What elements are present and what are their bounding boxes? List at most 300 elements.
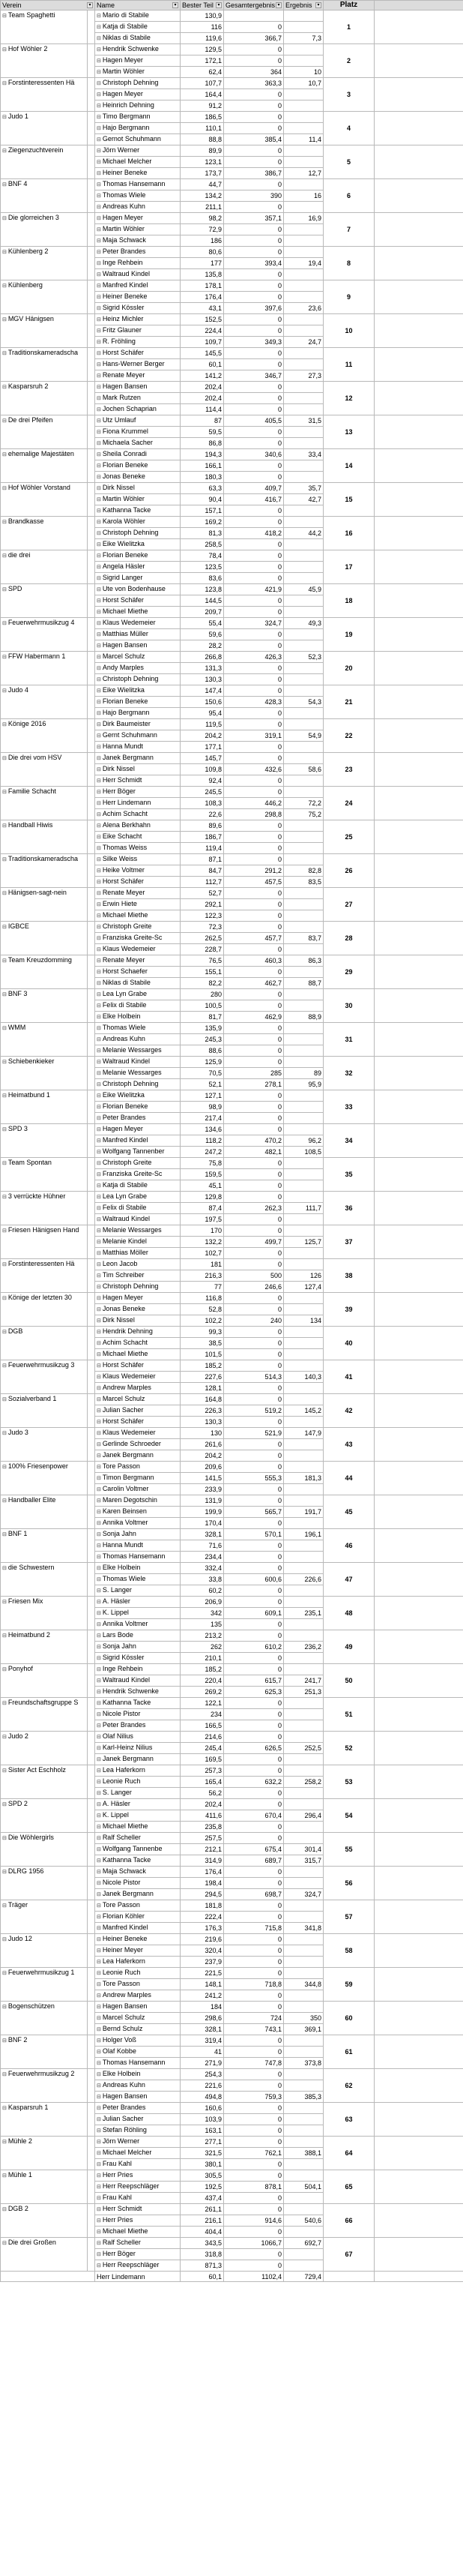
collapse-toggle-icon[interactable]: ⊟ (97, 655, 103, 660)
gesamt-cell[interactable]: 0 (224, 685, 284, 697)
collapse-toggle-icon[interactable]: ⊟ (2, 925, 8, 930)
bester-teil-cell[interactable]: 178,1 (181, 280, 224, 292)
member-name-cell[interactable] (95, 2080, 181, 2092)
bester-teil-cell[interactable]: 169,5 (181, 1754, 224, 1765)
bester-teil-cell[interactable]: 59,6 (181, 629, 224, 640)
table-row[interactable] (1, 922, 463, 933)
member-name-cell[interactable] (95, 55, 181, 67)
team-cell[interactable] (1, 719, 88, 753)
collapse-toggle-icon[interactable]: ⊟ (97, 182, 103, 187)
gesamt-cell[interactable]: 0 (224, 1158, 284, 1169)
gesamt-cell[interactable]: 357,1 (224, 213, 284, 224)
member-name-cell[interactable] (95, 2069, 181, 2080)
filter-dropdown-icon[interactable]: ▾ (87, 2, 93, 8)
bester-teil-cell[interactable]: 280 (181, 989, 224, 1000)
member-name-cell[interactable] (95, 415, 181, 427)
gesamt-cell[interactable]: 747,8 (224, 2058, 284, 2069)
bester-teil-cell[interactable]: 277,1 (181, 2137, 224, 2148)
member-name-cell[interactable] (95, 1754, 181, 1765)
collapse-toggle-icon[interactable]: ⊟ (97, 2083, 103, 2089)
ergebnis-cell[interactable]: 388,1 (284, 2148, 324, 2159)
ergebnis-cell[interactable] (284, 2080, 324, 2092)
member-name-cell[interactable] (95, 1439, 181, 1450)
member-name-cell[interactable] (95, 922, 181, 933)
bester-teil-cell[interactable]: 342 (181, 1608, 224, 1619)
bester-teil-cell[interactable]: 127,1 (181, 1090, 224, 1102)
collapse-toggle-icon[interactable]: ⊟ (97, 891, 103, 896)
ergebnis-cell[interactable] (284, 922, 324, 933)
table-row[interactable] (1, 1833, 463, 1844)
collapse-toggle-icon[interactable]: ⊟ (97, 1757, 103, 1762)
table-row[interactable] (1, 854, 463, 865)
member-name-cell[interactable] (95, 325, 181, 337)
collapse-toggle-icon[interactable]: ⊟ (97, 767, 103, 772)
collapse-toggle-icon[interactable]: ⊟ (2, 1667, 8, 1672)
gesamt-cell[interactable]: 426,3 (224, 652, 284, 663)
member-name-cell[interactable] (95, 1237, 181, 1248)
collapse-toggle-icon[interactable]: ⊟ (97, 441, 103, 446)
gesamt-cell[interactable]: 0 (224, 1439, 284, 1450)
ergebnis-cell[interactable]: 83,5 (284, 877, 324, 888)
gesamt-cell[interactable]: 0 (224, 1552, 284, 1563)
gesamt-cell[interactable]: 0 (224, 404, 284, 415)
collapse-toggle-icon[interactable]: ⊟ (97, 2016, 103, 2021)
collapse-toggle-icon[interactable]: ⊟ (2, 1228, 8, 1234)
collapse-toggle-icon[interactable]: ⊟ (97, 2196, 103, 2201)
platz-cell[interactable]: 29 (324, 955, 375, 989)
gesamt-cell[interactable]: 0 (224, 1968, 284, 1979)
ergebnis-cell[interactable]: 140,3 (284, 1372, 324, 1383)
gesamt-cell[interactable]: 462,7 (224, 978, 284, 989)
bester-teil-cell[interactable]: 257,5 (181, 1833, 224, 1844)
collapse-toggle-icon[interactable]: ⊟ (97, 205, 103, 210)
bester-teil-cell[interactable]: 87,4 (181, 1203, 224, 1214)
member-name-cell[interactable] (95, 1102, 181, 1113)
ergebnis-cell[interactable] (284, 1304, 324, 1315)
bester-teil-cell[interactable]: 245,4 (181, 1743, 224, 1754)
team-cell[interactable] (1, 449, 88, 483)
collapse-toggle-icon[interactable]: ⊟ (97, 2061, 103, 2066)
ergebnis-cell[interactable]: 258,2 (284, 1777, 324, 1788)
gesamt-cell[interactable]: 0 (224, 359, 284, 370)
collapse-toggle-icon[interactable]: ⊟ (97, 970, 103, 975)
gesamt-cell[interactable]: 0 (224, 393, 284, 404)
collapse-toggle-icon[interactable]: ⊟ (2, 1127, 8, 1132)
member-name-cell[interactable] (95, 1180, 181, 1192)
table-row[interactable] (1, 1867, 463, 1878)
member-name-cell[interactable] (95, 1405, 181, 1417)
gesamt-cell[interactable]: 0 (224, 1360, 284, 1372)
platz-cell[interactable]: 4 (324, 112, 375, 145)
ergebnis-cell[interactable] (284, 1540, 324, 1552)
collapse-toggle-icon[interactable]: ⊟ (97, 2218, 103, 2224)
ergebnis-cell[interactable] (284, 179, 324, 190)
ergebnis-cell[interactable] (284, 1552, 324, 1563)
gesamt-cell[interactable]: 0 (224, 1518, 284, 1529)
collapse-toggle-icon[interactable]: ⊟ (97, 745, 103, 750)
bester-teil-cell[interactable]: 258,5 (181, 539, 224, 550)
member-name-cell[interactable] (95, 505, 181, 517)
member-name-cell[interactable] (95, 910, 181, 922)
member-name-cell[interactable] (95, 730, 181, 742)
collapse-toggle-icon[interactable]: ⊟ (97, 1588, 103, 1594)
member-name-cell[interactable] (95, 719, 181, 730)
ergebnis-cell[interactable] (284, 2227, 324, 2238)
team-cell[interactable] (1, 2103, 88, 2137)
bester-teil-cell[interactable]: 155,1 (181, 967, 224, 978)
collapse-toggle-icon[interactable]: ⊟ (2, 1060, 8, 1065)
ergebnis-cell[interactable] (284, 157, 324, 168)
table-row[interactable] (1, 685, 463, 697)
table-row[interactable] (1, 1158, 463, 1169)
ergebnis-cell[interactable] (284, 888, 324, 899)
gesamt-cell[interactable]: 0 (224, 1057, 284, 1068)
bester-teil-cell[interactable]: 157,1 (181, 505, 224, 517)
collapse-toggle-icon[interactable]: ⊟ (97, 722, 103, 727)
collapse-toggle-icon[interactable]: ⊟ (2, 1768, 8, 1774)
table-row[interactable] (1, 1225, 463, 1237)
collapse-toggle-icon[interactable]: ⊟ (97, 261, 103, 266)
bester-teil-cell[interactable]: 192,5 (181, 2182, 224, 2193)
member-name-cell[interactable] (95, 1507, 181, 1518)
bester-teil-cell[interactable]: 227,6 (181, 1372, 224, 1383)
bester-teil-cell[interactable]: 52,1 (181, 1079, 224, 1090)
ergebnis-cell[interactable] (284, 742, 324, 753)
gesamt-cell[interactable]: 0 (224, 1225, 284, 1237)
gesamt-cell[interactable]: 0 (224, 1495, 284, 1507)
gesamt-cell[interactable]: 0 (224, 100, 284, 112)
member-name-cell[interactable] (95, 877, 181, 888)
ergebnis-cell[interactable]: 373,8 (284, 2058, 324, 2069)
table-row[interactable] (1, 10, 463, 22)
bester-teil-cell[interactable]: 145,5 (181, 348, 224, 359)
gesamt-cell[interactable]: 0 (224, 1450, 284, 1462)
gesamt-cell[interactable]: 0 (224, 1102, 284, 1113)
gesamt-cell[interactable]: 324,7 (224, 618, 284, 629)
collapse-toggle-icon[interactable]: ⊟ (97, 1386, 103, 1391)
gesamt-cell[interactable]: 0 (224, 539, 284, 550)
collapse-toggle-icon[interactable]: ⊟ (97, 317, 103, 322)
collapse-toggle-icon[interactable]: ⊟ (97, 1768, 103, 1774)
member-name-cell[interactable] (95, 1225, 181, 1237)
collapse-toggle-icon[interactable]: ⊟ (97, 2128, 103, 2134)
member-name-cell[interactable] (95, 787, 181, 798)
gesamt-cell[interactable]: 0 (224, 2035, 284, 2047)
gesamt-cell[interactable]: 386,7 (224, 168, 284, 179)
team-cell[interactable] (1, 2137, 88, 2170)
bester-teil-cell[interactable]: 78,4 (181, 550, 224, 562)
gesamt-cell[interactable]: 0 (224, 1867, 284, 1878)
bester-teil-cell[interactable]: 81,7 (181, 1012, 224, 1023)
bester-teil-cell[interactable]: 186,7 (181, 832, 224, 843)
platz-cell[interactable]: 65 (324, 2170, 375, 2204)
collapse-toggle-icon[interactable]: ⊟ (97, 1791, 103, 1796)
ergebnis-cell[interactable] (284, 1878, 324, 1889)
gesamt-cell[interactable]: 0 (224, 1653, 284, 1664)
collapse-toggle-icon[interactable]: ⊟ (97, 430, 103, 435)
bester-teil-cell[interactable]: 235,8 (181, 1822, 224, 1833)
collapse-toggle-icon[interactable]: ⊟ (2, 1465, 8, 1470)
filter-dropdown-icon[interactable]: ▾ (172, 2, 178, 8)
collapse-toggle-icon[interactable]: ⊟ (97, 880, 103, 885)
collapse-toggle-icon[interactable]: ⊟ (2, 1971, 8, 1976)
gesamt-cell[interactable]: 240 (224, 1315, 284, 1327)
member-name-cell[interactable] (95, 370, 181, 382)
collapse-toggle-icon[interactable]: ⊟ (97, 1296, 103, 1301)
team-cell[interactable] (1, 1327, 88, 1360)
ergebnis-cell[interactable] (284, 1450, 324, 1462)
member-name-cell[interactable] (95, 1585, 181, 1597)
gesamt-cell[interactable]: 0 (224, 157, 284, 168)
gesamt-cell[interactable]: 0 (224, 427, 284, 438)
collapse-toggle-icon[interactable]: ⊟ (97, 1408, 103, 1414)
ergebnis-cell[interactable] (284, 562, 324, 573)
bester-teil-cell[interactable]: 123,5 (181, 562, 224, 573)
bester-teil-cell[interactable]: 180,3 (181, 472, 224, 483)
filter-dropdown-icon[interactable]: ▾ (276, 2, 282, 8)
bester-teil-cell[interactable]: 320,4 (181, 1945, 224, 1957)
bester-teil-cell[interactable]: 261,6 (181, 1439, 224, 1450)
ergebnis-cell[interactable]: 75,2 (284, 809, 324, 820)
member-name-cell[interactable] (95, 573, 181, 584)
bester-teil-cell[interactable]: 257,3 (181, 1765, 224, 1777)
collapse-toggle-icon[interactable]: ⊟ (2, 958, 8, 964)
bester-teil-cell[interactable]: 72,3 (181, 922, 224, 933)
bester-teil-cell[interactable]: 83,6 (181, 573, 224, 584)
member-name-cell[interactable] (95, 2182, 181, 2193)
bester-teil-cell[interactable]: 118,2 (181, 1135, 224, 1147)
collapse-toggle-icon[interactable]: ⊟ (2, 452, 8, 457)
team-cell[interactable] (1, 44, 88, 78)
gesamt-cell[interactable]: 319,1 (224, 730, 284, 742)
gesamt-cell[interactable]: 0 (224, 1799, 284, 1810)
collapse-toggle-icon[interactable]: ⊟ (97, 1622, 103, 1627)
team-cell[interactable] (1, 314, 88, 348)
collapse-toggle-icon[interactable]: ⊟ (97, 1442, 103, 1447)
collapse-toggle-icon[interactable]: ⊟ (97, 868, 103, 874)
member-name-cell[interactable] (95, 967, 181, 978)
bester-teil-cell[interactable]: 233,9 (181, 1484, 224, 1495)
gesamt-cell[interactable]: 0 (224, 899, 284, 910)
gesamt-cell[interactable]: 0 (224, 595, 284, 607)
ergebnis-cell[interactable] (284, 640, 324, 652)
platz-cell[interactable]: 64 (324, 2137, 375, 2170)
bester-teil-cell[interactable]: 88,8 (181, 134, 224, 145)
gesamt-cell[interactable]: 0 (224, 1169, 284, 1180)
collapse-toggle-icon[interactable]: ⊟ (97, 1150, 103, 1155)
gesamt-cell[interactable]: 0 (224, 967, 284, 978)
collapse-toggle-icon[interactable]: ⊟ (97, 542, 103, 547)
table-row[interactable] (1, 1630, 463, 1642)
bester-teil-cell[interactable]: 95,4 (181, 708, 224, 719)
bester-teil-cell[interactable]: 318,8 (181, 2249, 224, 2260)
member-name-cell[interactable] (95, 2137, 181, 2148)
team-cell[interactable] (1, 1900, 88, 1934)
bester-teil-cell[interactable]: 261,1 (181, 2204, 224, 2215)
bester-teil-cell[interactable]: 216,3 (181, 1270, 224, 1282)
bester-teil-cell[interactable]: 186,5 (181, 112, 224, 123)
ergebnis-cell[interactable] (284, 404, 324, 415)
collapse-toggle-icon[interactable]: ⊟ (2, 520, 8, 525)
gesamt-cell[interactable]: 0 (224, 1383, 284, 1394)
collapse-toggle-icon[interactable]: ⊟ (97, 1701, 103, 1706)
team-cell[interactable] (1, 618, 88, 652)
collapse-toggle-icon[interactable]: ⊟ (97, 1397, 103, 1402)
ergebnis-cell[interactable] (284, 1338, 324, 1349)
gesamt-cell[interactable]: 428,3 (224, 697, 284, 708)
gesamt-cell[interactable]: 0 (224, 2080, 284, 2092)
ergebnis-cell[interactable] (284, 55, 324, 67)
ergebnis-cell[interactable] (284, 359, 324, 370)
collapse-toggle-icon[interactable]: ⊟ (97, 1003, 103, 1009)
bester-teil-cell[interactable]: 98,2 (181, 213, 224, 224)
ergebnis-cell[interactable] (284, 1248, 324, 1259)
table-row[interactable] (1, 1698, 463, 1709)
collapse-toggle-icon[interactable]: ⊟ (97, 1735, 103, 1740)
collapse-toggle-icon[interactable]: ⊟ (97, 295, 103, 300)
collapse-toggle-icon[interactable]: ⊟ (97, 1217, 103, 1222)
collapse-toggle-icon[interactable]: ⊟ (97, 1307, 103, 1312)
gesamt-cell[interactable]: 470,2 (224, 1135, 284, 1147)
member-name-cell[interactable] (95, 674, 181, 685)
member-name-cell[interactable] (95, 2035, 181, 2047)
bester-teil-cell[interactable]: 123,8 (181, 584, 224, 595)
bester-teil-cell[interactable]: 173,7 (181, 168, 224, 179)
collapse-toggle-icon[interactable]: ⊟ (97, 2140, 103, 2145)
team-cell[interactable] (1, 550, 88, 584)
bester-teil-cell[interactable]: 332,4 (181, 1563, 224, 1574)
table-row[interactable] (1, 820, 463, 832)
collapse-toggle-icon[interactable]: ⊟ (2, 1026, 8, 1031)
gesamt-cell[interactable]: 0 (224, 1394, 284, 1405)
collapse-toggle-icon[interactable]: ⊟ (97, 385, 103, 390)
member-name-cell[interactable] (95, 562, 181, 573)
ergebnis-cell[interactable] (284, 1912, 324, 1923)
ergebnis-cell[interactable]: 108,5 (284, 1147, 324, 1158)
table-row[interactable] (1, 1090, 463, 1102)
collapse-toggle-icon[interactable]: ⊟ (97, 801, 103, 806)
ergebnis-cell[interactable]: 16,9 (284, 213, 324, 224)
gesamt-cell[interactable]: 0 (224, 1597, 284, 1608)
team-cell[interactable] (1, 1090, 88, 1124)
ergebnis-cell[interactable]: 31,5 (284, 415, 324, 427)
bester-teil-cell[interactable]: 328,1 (181, 2024, 224, 2035)
collapse-toggle-icon[interactable]: ⊟ (97, 902, 103, 907)
collapse-toggle-icon[interactable]: ⊟ (97, 823, 103, 829)
team-cell[interactable] (1, 652, 88, 685)
team-cell[interactable] (1, 2238, 88, 2272)
member-name-cell[interactable] (95, 1552, 181, 1563)
member-name-cell[interactable] (95, 404, 181, 415)
bester-teil-cell[interactable]: 86,8 (181, 438, 224, 449)
ergebnis-cell[interactable]: 350 (284, 2013, 324, 2024)
member-name-cell[interactable] (95, 1192, 181, 1203)
team-cell[interactable] (1, 280, 88, 314)
collapse-toggle-icon[interactable]: ⊟ (97, 1656, 103, 1661)
member-name-cell[interactable] (95, 1450, 181, 1462)
bester-teil-cell[interactable]: 163,1 (181, 2125, 224, 2137)
platz-cell[interactable]: 25 (324, 820, 375, 854)
ergebnis-cell[interactable] (284, 1630, 324, 1642)
table-row[interactable] (1, 1765, 463, 1777)
bester-teil-cell[interactable]: 169,2 (181, 517, 224, 528)
collapse-toggle-icon[interactable]: ⊟ (2, 250, 8, 255)
ergebnis-cell[interactable]: 235,1 (284, 1608, 324, 1619)
collapse-toggle-icon[interactable]: ⊟ (97, 81, 103, 86)
platz-cell[interactable]: 38 (324, 1259, 375, 1293)
member-name-cell[interactable] (95, 2024, 181, 2035)
collapse-toggle-icon[interactable]: ⊟ (97, 1780, 103, 1785)
collapse-toggle-icon[interactable]: ⊟ (97, 1116, 103, 1121)
ergebnis-cell[interactable]: 35,7 (284, 483, 324, 494)
collapse-toggle-icon[interactable]: ⊟ (97, 1127, 103, 1132)
member-name-cell[interactable] (95, 1248, 181, 1259)
table-row[interactable] (1, 179, 463, 190)
member-name-cell[interactable] (95, 427, 181, 438)
member-name-cell[interactable] (95, 1698, 181, 1709)
collapse-toggle-icon[interactable]: ⊟ (97, 1892, 103, 1897)
collapse-toggle-icon[interactable]: ⊟ (97, 565, 103, 570)
gesamt-cell[interactable]: 390 (224, 190, 284, 202)
collapse-toggle-icon[interactable]: ⊟ (97, 92, 103, 97)
team-cell[interactable] (1, 753, 88, 787)
collapse-toggle-icon[interactable]: ⊟ (97, 812, 103, 817)
gesamt-cell[interactable]: 0 (224, 640, 284, 652)
ergebnis-cell[interactable]: 369,1 (284, 2024, 324, 2035)
gesamt-cell[interactable]: 0 (224, 607, 284, 618)
bester-teil-cell[interactable]: 76,5 (181, 955, 224, 967)
team-cell[interactable] (1, 348, 88, 382)
bester-teil-cell[interactable]: 125,9 (181, 1057, 224, 1068)
member-name-cell[interactable] (95, 539, 181, 550)
collapse-toggle-icon[interactable]: ⊟ (97, 1667, 103, 1672)
collapse-toggle-icon[interactable]: ⊟ (97, 1678, 103, 1684)
gesamt-cell[interactable]: 0 (224, 269, 284, 280)
ergebnis-cell[interactable]: 11,4 (284, 134, 324, 145)
member-name-cell[interactable] (95, 1912, 181, 1923)
bester-teil-cell[interactable]: 213,2 (181, 1630, 224, 1642)
team-cell[interactable] (1, 820, 88, 854)
bester-teil-cell[interactable]: 33,8 (181, 1574, 224, 1585)
gesamt-cell[interactable]: 0 (224, 820, 284, 832)
member-name-cell[interactable] (95, 1957, 181, 1968)
bester-teil-cell[interactable]: 411,6 (181, 1810, 224, 1822)
collapse-toggle-icon[interactable]: ⊟ (97, 1881, 103, 1886)
ergebnis-cell[interactable] (284, 1462, 324, 1473)
ergebnis-cell[interactable]: 10,7 (284, 78, 324, 89)
bester-teil-cell[interactable]: 177 (181, 258, 224, 269)
ergebnis-cell[interactable] (284, 123, 324, 134)
ergebnis-cell[interactable] (284, 1000, 324, 1012)
ergebnis-cell[interactable]: 19,4 (284, 258, 324, 269)
table-row[interactable] (1, 1124, 463, 1135)
collapse-toggle-icon[interactable]: ⊟ (97, 677, 103, 682)
gesamt-cell[interactable]: 724 (224, 2013, 284, 2024)
collapse-toggle-icon[interactable]: ⊟ (97, 13, 103, 19)
team-cell[interactable] (1, 1495, 88, 1529)
member-name-cell[interactable] (95, 2092, 181, 2103)
collapse-toggle-icon[interactable]: ⊟ (97, 1948, 103, 1954)
gesamt-cell[interactable]: 743,1 (224, 2024, 284, 2035)
team-cell[interactable] (1, 1563, 88, 1597)
gesamt-cell[interactable]: 0 (224, 922, 284, 933)
collapse-toggle-icon[interactable]: ⊟ (97, 36, 103, 41)
ergebnis-cell[interactable]: 83,7 (284, 933, 324, 944)
member-name-cell[interactable] (95, 1529, 181, 1540)
platz-cell[interactable]: 2 (324, 44, 375, 78)
platz-cell[interactable]: 52 (324, 1732, 375, 1765)
member-name-cell[interactable] (95, 1788, 181, 1799)
